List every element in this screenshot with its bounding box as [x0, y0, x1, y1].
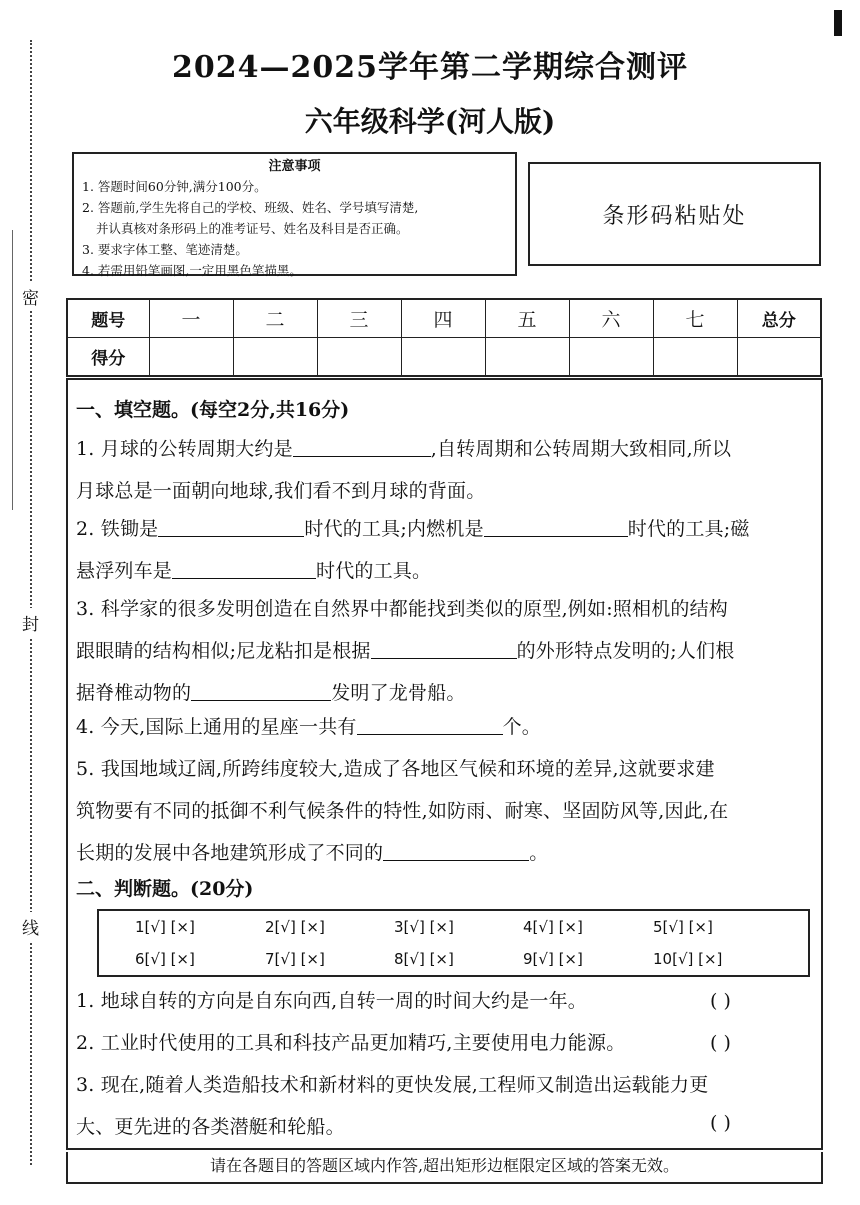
- exam-subtitle: 六年级科学(河人版): [304, 105, 556, 138]
- q-text: 悬浮列车是: [76, 560, 173, 582]
- q-text: 发明了龙骨船。: [331, 682, 466, 704]
- q-text: 2. 铁锄是: [76, 518, 159, 540]
- answer-blank[interactable]: [357, 715, 503, 735]
- q-text: 个。: [502, 716, 542, 738]
- judge-option-6[interactable]: 6[√] [×]: [135, 950, 195, 968]
- judge-option-9[interactable]: 9[√] [×]: [523, 950, 583, 968]
- answer-parenthesis[interactable]: ( ): [710, 990, 731, 1012]
- score-header-cell: 三: [317, 299, 401, 338]
- q-text: 3. 科学家的很多发明创造在自然界中都能找到类似的原型,例如:照相机的结构: [76, 598, 729, 620]
- score-header-cell: 五: [485, 299, 569, 338]
- answer-blank[interactable]: [191, 681, 331, 701]
- q-text: 时代的工具;磁: [627, 518, 750, 540]
- judge-option-10[interactable]: 10[√] [×]: [653, 950, 723, 968]
- answer-blank[interactable]: [158, 517, 304, 537]
- answer-blank[interactable]: [172, 559, 316, 579]
- question-1-5: [76, 748, 816, 874]
- notice-item: 2. 答题前,学生先将自己的学校、班级、姓名、学号填写清楚,: [82, 200, 419, 215]
- exam-title: 2024—2025学年第二学期综合测评: [172, 50, 688, 85]
- judge-option-3[interactable]: 3[√] [×]: [394, 918, 454, 936]
- answer-blank[interactable]: [484, 517, 628, 537]
- q-text: 的外形特点发明的;人们根: [516, 640, 735, 662]
- question-1-1: [76, 428, 816, 512]
- footer-notice: 请在各题目的答题区域内作答,超出矩形边框限定区域的答案无效。: [66, 1152, 823, 1184]
- judge-option-8[interactable]: 8[√] [×]: [394, 950, 454, 968]
- score-header-cell: 一: [149, 299, 233, 338]
- q-text: 据脊椎动物的: [76, 682, 192, 704]
- score-header-cell: 六: [569, 299, 653, 338]
- q-text: ,自转周期和公转周期大致相同,所以: [430, 438, 732, 460]
- score-header-cell: 总分: [737, 299, 821, 338]
- notice-item: 4. 若需用铅笔画图,一定用黑色笔描黑。: [82, 263, 302, 278]
- q-text: 跟眼睛的结构相似;尼龙粘扣是根据: [76, 640, 371, 662]
- score-header-cell: 二: [233, 299, 317, 338]
- section1-heading: 一、填空题。(每空2分,共16分): [76, 399, 350, 421]
- score-cell[interactable]: [737, 338, 821, 377]
- notice-item: 3. 要求字体工整、笔迹清楚。: [82, 242, 248, 257]
- question-2-3: [76, 1064, 816, 1148]
- judge-option-5[interactable]: 5[√] [×]: [653, 918, 713, 936]
- answer-blank[interactable]: [383, 841, 529, 861]
- q-text: 时代的工具。: [316, 560, 432, 582]
- score-table-header-row: [67, 299, 821, 338]
- score-table: [66, 298, 822, 377]
- answer-parenthesis[interactable]: ( ): [710, 1112, 731, 1134]
- judge-option-1[interactable]: 1[√] [×]: [135, 918, 195, 936]
- answer-parenthesis[interactable]: ( ): [710, 1032, 731, 1054]
- judge-option-7[interactable]: 7[√] [×]: [265, 950, 325, 968]
- notice-item: 并认真核对条形码上的准考证号、姓名及科目是否正确。: [96, 221, 409, 236]
- q-text: 4. 今天,国际上通用的星座一共有: [76, 716, 357, 738]
- barcode-area: 条形码粘贴处: [528, 162, 821, 266]
- score-cell[interactable]: [485, 338, 569, 377]
- score-cell[interactable]: [149, 338, 233, 377]
- q-text: 筑物要有不同的抵御不利气候条件的特性,如防雨、耐寒、坚固防风等,因此,在: [76, 800, 729, 822]
- question-2-1: 1. 地球自转的方向是自东向西,自转一周的时间大约是一年。: [76, 990, 588, 1012]
- notice-title: 注意事项: [268, 159, 321, 174]
- score-cell[interactable]: [569, 338, 653, 377]
- question-1-4: [76, 706, 816, 748]
- score-cell[interactable]: [653, 338, 737, 377]
- question-2-2: 2. 工业时代使用的工具和科技产品更加精巧,主要使用电力能源。: [76, 1032, 626, 1054]
- score-header-cell: 七: [653, 299, 737, 338]
- judge-option-2[interactable]: 2[√] [×]: [265, 918, 325, 936]
- seal-char-mi: 密: [22, 282, 39, 311]
- q-text: 1. 月球的公转周期大约是: [76, 438, 293, 460]
- score-cell[interactable]: [233, 338, 317, 377]
- q-text: 3. 现在,随着人类造船技术和新材料的更快发展,工程师又制造出运载能力更: [76, 1074, 709, 1096]
- score-row-label: 得分: [67, 338, 149, 377]
- score-cell[interactable]: [401, 338, 485, 377]
- binding-dotted-line: [30, 40, 32, 1165]
- q-text: 时代的工具;内燃机是: [304, 518, 484, 540]
- seal-char-feng: 封: [22, 608, 39, 637]
- q-text: 月球总是一面朝向地球,我们看不到月球的背面。: [76, 480, 486, 502]
- score-header-cell: 题号: [67, 299, 149, 338]
- question-1-2: [76, 508, 816, 592]
- corner-registration-mark: [834, 10, 842, 36]
- answer-blank[interactable]: [293, 437, 431, 457]
- score-header-cell: 四: [401, 299, 485, 338]
- notice-item: 1. 答题时间60分钟,满分100分。: [82, 179, 267, 194]
- question-1-3: [76, 588, 816, 714]
- score-cell[interactable]: [317, 338, 401, 377]
- q-text: 5. 我国地域辽阔,所跨纬度较大,造成了各地区气候和环境的差异,这就要求建: [76, 758, 715, 780]
- q-text: 。: [529, 842, 549, 864]
- score-table-score-row: [67, 338, 821, 377]
- margin-line: [12, 230, 13, 510]
- q-text: 大、更先进的各类潜艇和轮船。: [76, 1116, 345, 1138]
- q-text: 长期的发展中各地建筑形成了不同的: [76, 842, 384, 864]
- section2-heading: 二、判断题。(20分): [76, 878, 254, 900]
- answer-blank[interactable]: [371, 639, 517, 659]
- seal-char-xian: 线: [22, 912, 39, 941]
- notice-box: [72, 152, 517, 276]
- judge-option-4[interactable]: 4[√] [×]: [523, 918, 583, 936]
